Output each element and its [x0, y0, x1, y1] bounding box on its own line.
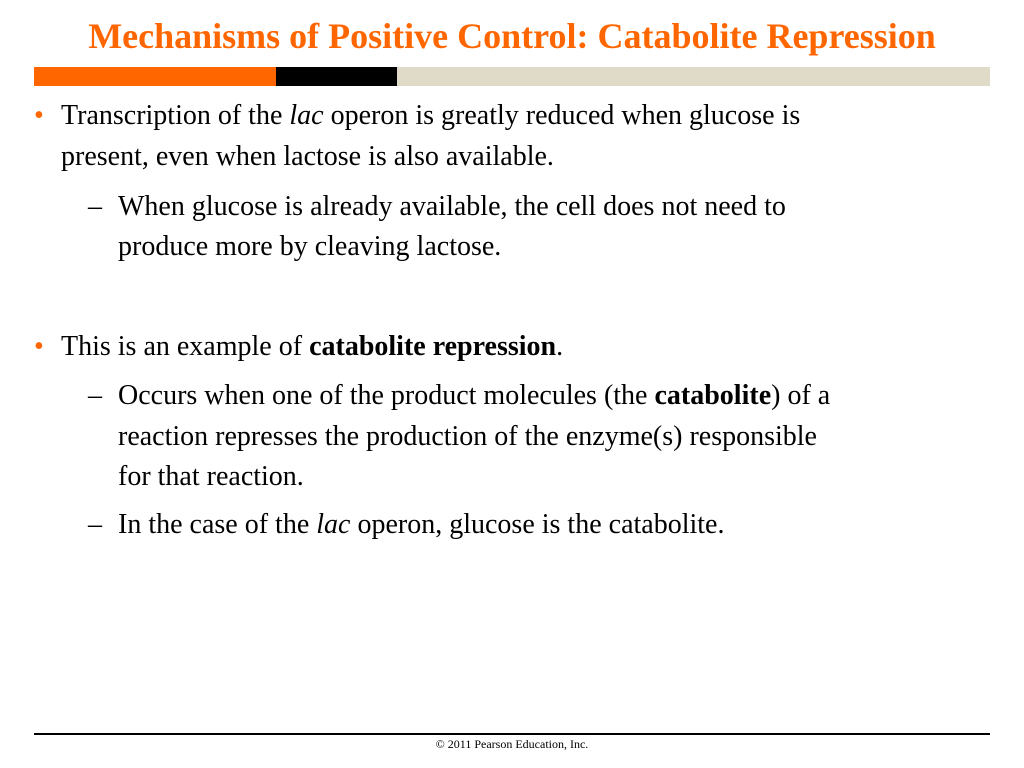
bullet-1-line-1 [61, 98, 800, 134]
bullet-2-line-1 [61, 329, 563, 365]
sub-bullet-marker: – [88, 191, 102, 222]
copyright-footer: © 2011 Pearson Education, Inc. [435, 737, 589, 751]
text-segment: operon, glucose is the catabolite. [350, 509, 725, 540]
italic-term: lac [316, 509, 351, 540]
footer-divider [34, 733, 990, 735]
text-segment: operon is greatly reduced when glucose is [323, 100, 801, 131]
text-segment: Transcription of the [61, 100, 290, 131]
title-band-black [276, 67, 397, 86]
bullet-marker: • [34, 100, 44, 131]
sub-bullet-marker: – [88, 380, 102, 411]
sub-bullet-1-1-line-2: produce more by cleaving lactose. [118, 231, 502, 262]
text-segment: . [556, 331, 564, 362]
text-segment: ) of a [771, 380, 831, 411]
text-segment: Occurs when one of the product molecules (the [118, 380, 655, 411]
sub-bullet-2-1-line-3: for that reaction. [118, 461, 304, 492]
italic-term: lac [289, 100, 324, 131]
text-segment: In the case of the [118, 509, 317, 540]
sub-bullet-marker: – [88, 509, 102, 540]
sub-bullet-2-1-line-2: reaction represses the production of the enzyme(s) responsible [118, 421, 817, 452]
slide-title: Mechanisms of Positive Control: Catabolite Repression [88, 16, 936, 56]
bold-term: catabolite [654, 380, 772, 411]
text-segment: This is an example of [61, 331, 310, 362]
bullet-1-line-2: present, even when lactose is also available. [61, 141, 554, 172]
sub-bullet-1-1-line-1: When glucose is already available, the cell does not need to [118, 191, 786, 222]
sub-bullet-2-2-line-1 [118, 507, 724, 543]
sub-bullet-2-1-line-1 [118, 378, 830, 414]
title-band-orange [34, 67, 276, 86]
title-band-tan [397, 67, 990, 86]
bold-term: catabolite repression [309, 331, 557, 362]
bullet-marker: • [34, 331, 44, 362]
